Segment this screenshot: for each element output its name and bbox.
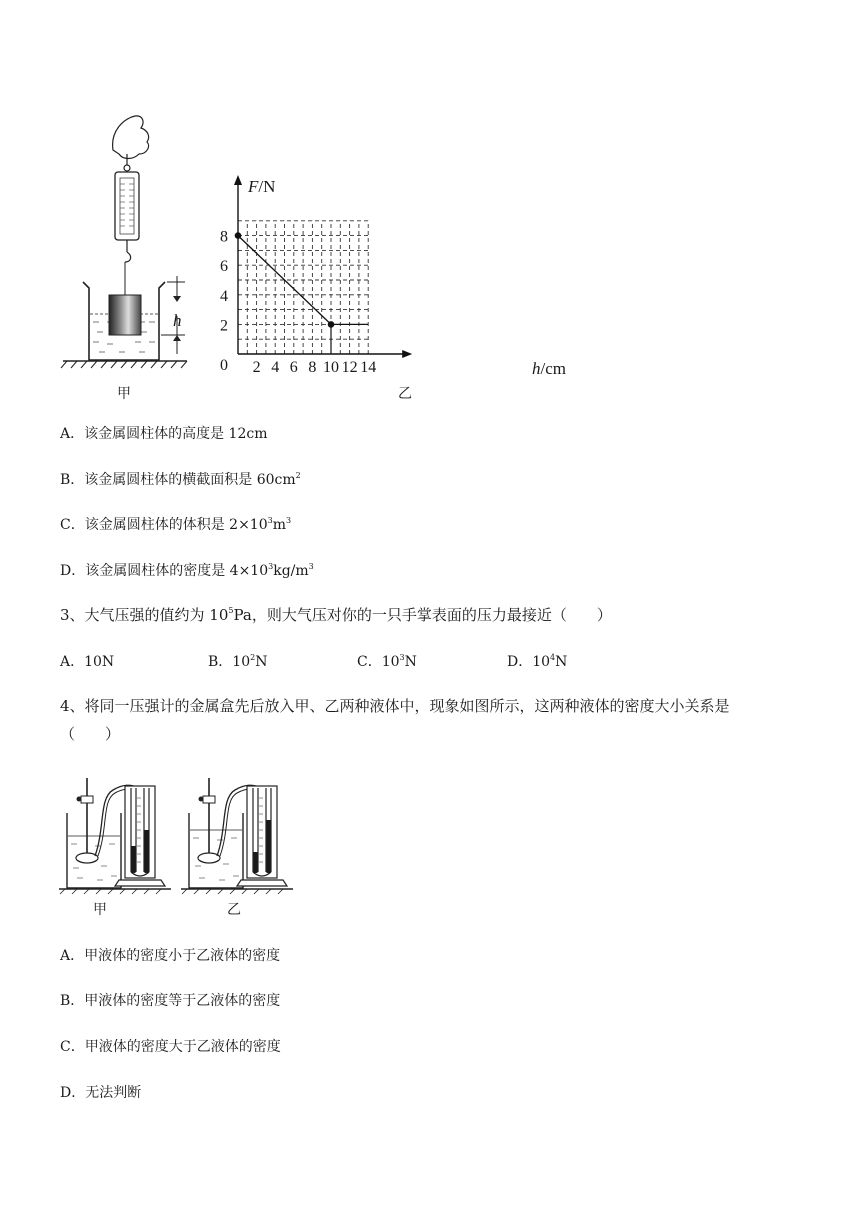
- q4-option-a: A．甲液体的密度小于乙液体的密度: [60, 948, 281, 964]
- apparatus-yi: [181, 778, 293, 918]
- chart-axes: [220, 175, 412, 376]
- q4-option-b: B．甲液体的密度等于乙液体的密度: [60, 993, 281, 1009]
- x-axis-arrow: [402, 350, 412, 358]
- x-tick-label: 2: [252, 359, 261, 376]
- option-a: A．该金属圆柱体的高度是 12cm: [60, 426, 268, 442]
- option-d: D．该金属圆柱体的密度是 $4\times 10^3kg/m^3$: [60, 562, 314, 579]
- data-point: [328, 321, 335, 328]
- spring-scale: [115, 172, 139, 240]
- spring-scale-beaker-figure: [55, 110, 215, 405]
- option-c: C．该金属圆柱体的体积是 $2\times 10^3m^3$: [60, 516, 292, 533]
- question-4: 4、将同一压强计的金属盒先后放入甲、乙两种液体中，现象如图所示，这两种液体的密度大小关系是: [60, 697, 730, 715]
- apparatus-jia: [59, 778, 171, 918]
- y-tick-label: 2: [220, 317, 228, 335]
- q3-option-a: A．10N: [60, 654, 115, 670]
- question-3: 3、大气压强的值约为 $10^5Pa$，则大气压对你的一只手掌表面的压力最接近（ ）: [60, 606, 612, 624]
- q3-option-c: C．$10^3N$: [357, 653, 417, 670]
- metal-cylinder: [109, 295, 141, 335]
- q3-option-b: B．$10^2N$: [208, 653, 268, 670]
- y-tick-label: 4: [220, 287, 228, 305]
- x-tick-label: 14: [360, 359, 377, 376]
- option-b: B．该金属圆柱体的横截面积是 $60cm^2$: [60, 471, 301, 488]
- h-dimension-label: h: [173, 311, 182, 330]
- y-axis-arrow: [234, 175, 242, 185]
- figure-caption-jia: 甲: [117, 386, 131, 402]
- force-depth-chart: [212, 172, 590, 402]
- data-point: [235, 232, 242, 239]
- chart-origin-label: 0: [220, 357, 228, 374]
- x-tick-label: 12: [341, 359, 358, 376]
- gauge-caption-yi: 乙: [227, 902, 241, 918]
- x-tick-label: 10: [323, 359, 339, 376]
- hand-icon: [113, 116, 149, 159]
- pressure-gauge-figure: [55, 768, 305, 923]
- x-tick-label: 8: [308, 359, 317, 376]
- chart-grid: [238, 221, 368, 354]
- x-tick-label: 4: [271, 359, 280, 376]
- q3-option-d: D．$10^4N$: [507, 653, 568, 670]
- x-axis-label: h/cm: [532, 359, 566, 378]
- y-tick-label: 8: [220, 228, 228, 246]
- y-axis-label: F/N: [248, 177, 276, 196]
- question-4-paren: （ ）: [60, 725, 121, 743]
- y-tick-label: 6: [220, 258, 228, 276]
- gauge-caption-jia: 甲: [93, 902, 107, 918]
- q4-option-c: C．甲液体的密度大于乙液体的密度: [60, 1039, 281, 1055]
- figure-caption-yi: 乙: [398, 386, 412, 402]
- q4-option-d: D．无法判断: [60, 1085, 142, 1101]
- x-tick-label: 6: [289, 359, 298, 376]
